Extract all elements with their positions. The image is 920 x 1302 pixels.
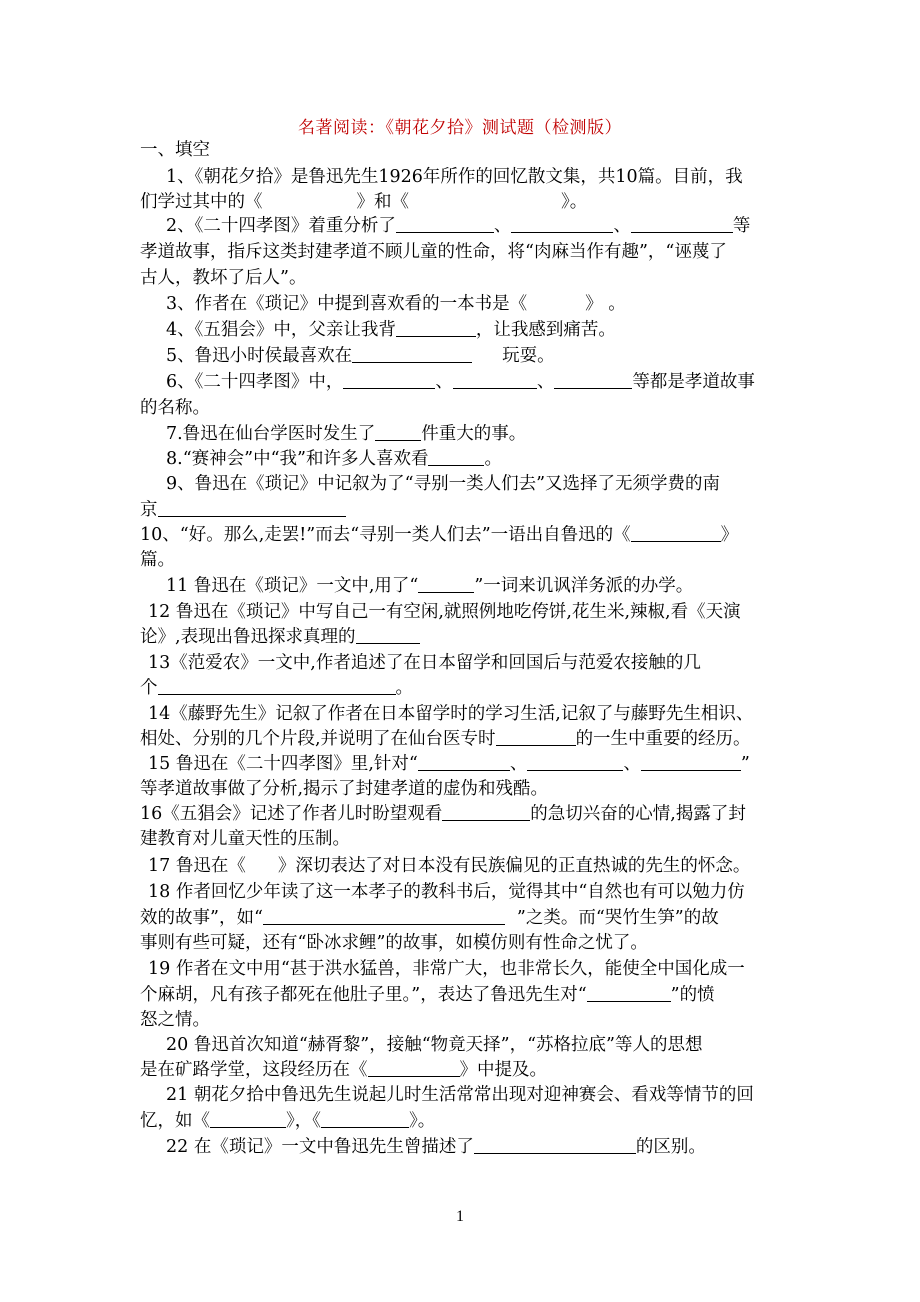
page-number: 1 [456, 1208, 464, 1225]
blank[interactable] [263, 906, 505, 925]
blank[interactable] [396, 318, 476, 337]
blank[interactable] [396, 214, 494, 233]
blank[interactable] [631, 523, 721, 542]
question-6-line-2: 的名称。 [140, 398, 210, 418]
question-10-line-2: 篇。 [140, 550, 175, 570]
blank[interactable] [356, 625, 420, 644]
question-21-line-1: 21 朝花夕拾中鲁迅先生说起儿时生活常常出现对迎神赛会、看戏等情节的回 [166, 1085, 754, 1105]
blank[interactable] [496, 727, 576, 746]
question-16-line-1: 16《五猖会》记述了作者儿时盼望观看 的急切兴奋的心情,揭露了封 [140, 804, 746, 824]
question-2-line-2: 孝道故事，指斥这类封建孝道不顾儿童的性命，将“肉麻当作有趣”，“诬蔑了 [140, 242, 727, 262]
document-title: 名著阅读：《朝花夕拾》测试题（检测版） [298, 118, 622, 138]
question-12-line-2: 论》,表现出鲁迅探求真理的 [140, 625, 420, 649]
question-21-line-2: 忆，如《 》，《 》。 [140, 1111, 436, 1131]
question-9-line-1: 9、鲁迅在《琐记》中记叙为了“寻别一类人们去”又选择了无须学费的南 [166, 474, 721, 494]
question-13-line-2: 个 。 [140, 678, 413, 698]
question-19-line-3: 怒之情。 [140, 1010, 210, 1030]
blank[interactable] [418, 752, 510, 771]
question-16-line-2: 建教育对儿童天性的压制。 [140, 829, 350, 849]
question-12-line-1: 12 鲁迅在《琐记》中写自己一有空闲,就照例地吃侉饼,花生米,辣椒,看《天演 [148, 602, 741, 622]
blank[interactable] [428, 447, 484, 466]
blank[interactable] [352, 344, 472, 363]
blank[interactable] [631, 214, 733, 233]
blank[interactable] [158, 676, 396, 695]
question-18-line-1: 18 作者回忆少年读了这一本孝子的教科书后，觉得其中“自然也有可以勉力仿 [148, 882, 745, 902]
question-6-line-1: 6、《二十四孝图》中， 、 、 等都是孝道故事 [166, 372, 755, 392]
blank[interactable] [527, 752, 623, 771]
question-17: 17 鲁迅在《 》深切表达了对日本没有民族偏见的正直热诚的先生的怀念。 [148, 856, 751, 876]
question-13-line-1: 13《范爱农》一文中,作者追述了在日本留学和回国后与范爱农接触的几 [148, 653, 701, 673]
question-11: 11 鲁迅在《琐记》一文中,用了“ ”一词来讥讽洋务派的办学。 [166, 576, 694, 596]
blank[interactable] [210, 1109, 286, 1128]
question-20-line-1: 20 鲁迅首次知道“赫胥黎”，接触“物竟天择”，“苏格拉底”等人的思想 [166, 1035, 703, 1055]
question-1-line-1: 1、《朝花夕拾》是鲁迅先生1926年所作的回忆散文集，共10篇。目前，我 [166, 167, 743, 187]
question-18-line-3: 事则有些可疑，还有“卧冰求鲤”的故事，如模仿则有性命之忧了。 [140, 933, 648, 953]
blank[interactable] [554, 370, 632, 389]
question-20-line-2: 是在矿路学堂，这段经历在《 》中提及。 [140, 1060, 547, 1080]
blank[interactable] [418, 574, 474, 593]
question-9-line-2: 京 [140, 498, 346, 522]
blank[interactable] [474, 1135, 636, 1154]
question-3: 3、作者在《琐记》中提到喜欢看的一本书是《 》 。 [166, 294, 626, 314]
question-7: 7.鲁迅在仙台学医时发生了 件重大的事。 [166, 424, 527, 444]
question-5: 5、鲁迅小时侯最喜欢在 玩耍。 [166, 346, 555, 366]
blank[interactable] [158, 498, 346, 517]
question-1-line-2: 们学过其中的《 》和《 》。 [140, 192, 588, 212]
question-10-line-1: 10、“好。那么,走罢!”而去“寻别一类人们去”一语出自鲁迅的《 》 [140, 525, 739, 545]
blank[interactable] [587, 983, 671, 1002]
question-14-line-2: 相处、分别的几个片段,并说明了在仙台医专时 的一生中重要的经历。 [140, 729, 751, 749]
blank[interactable] [343, 370, 435, 389]
blank[interactable] [375, 422, 421, 441]
question-2-line-3: 古人，教坏了后人”。 [140, 268, 307, 288]
blank[interactable] [442, 802, 530, 821]
question-18-line-2: 效的故事”，如“ ”之类。而“哭竹生笋”的故 [140, 908, 719, 928]
question-15-line-2: 等孝道故事做了分析,揭示了封建孝道的虚伪和残酷。 [140, 779, 549, 799]
blank[interactable] [453, 370, 537, 389]
question-15-line-1: 15 鲁迅在《二十四孝图》里,针对“ 、 、 ” [148, 754, 750, 774]
question-22: 22 在《琐记》一文中鲁迅先生曾描述了 的区别。 [166, 1137, 706, 1157]
question-14-line-1: 14《藤野先生》记叙了作者在日本留学时的学习生活,记叙了与藤野先生相识、 [148, 704, 754, 724]
question-19-line-1: 19 作者在文中用“甚于洪水猛兽，非常广大，也非常长久，能使全中国化成一 [148, 959, 745, 979]
blank[interactable] [511, 214, 613, 233]
blank[interactable] [641, 752, 741, 771]
question-8: 8.“赛神会”中“我”和许多人喜欢看 。 [166, 449, 502, 469]
question-2-line-1: 2、《二十四孝图》着重分析了 、 、 等 [166, 216, 751, 236]
blank[interactable] [368, 1058, 460, 1077]
question-4: 4、《五猖会》中，父亲让我背 ，让我感到痛苦。 [166, 320, 616, 340]
blank[interactable] [321, 1109, 409, 1128]
question-19-line-2: 个麻胡，凡有孩子都死在他肚子里。”，表达了鲁迅先生对“ ”的愤 [140, 985, 715, 1005]
section-heading: 一、填空 [140, 140, 210, 160]
